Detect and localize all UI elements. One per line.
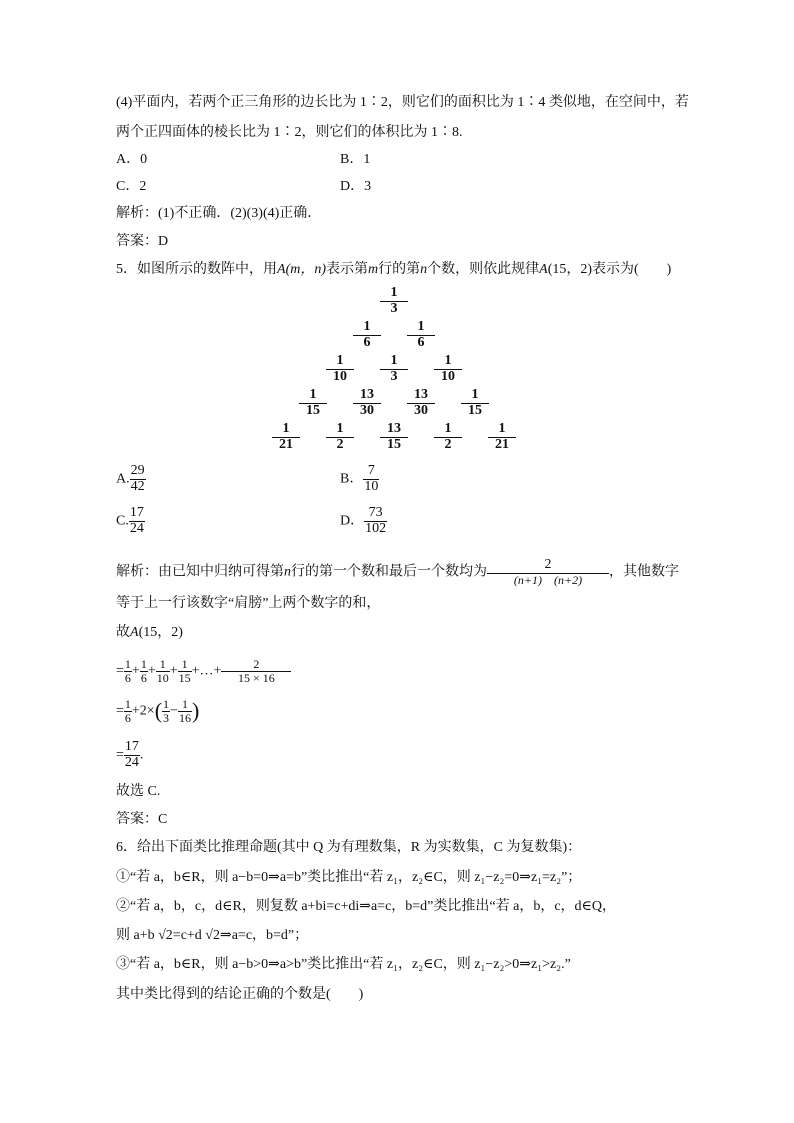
q5-option-c: C. $\frac{17}{24}$ — [116, 505, 144, 536]
triangle-entry: $\frac{13}{30}$ — [407, 388, 435, 418]
triangle-entry: $\frac{1}{21}$ — [272, 422, 300, 452]
triangle-entry: $\frac{1}{2}$ — [434, 422, 462, 452]
q6-tail: 其中类比得到的结论正确的个数是( ) — [116, 987, 364, 1002]
q5-choose: 故选 C. — [116, 784, 161, 799]
q5-equation-1: = $\frac{1}{6}$ + $\frac{1}{6}$ + $\frac{1}{10}$ + $\frac{1}{15}$ +…+ $\frac{2}{15 \times 16}$ — [116, 658, 291, 684]
q6-stem: 6．给出下面类比推理命题(其中 Q 为有理数集，R 为实数集，C 为复数集)： — [116, 840, 582, 855]
q4-option-a: A．0 — [116, 152, 148, 167]
q5-equation-2: = $\frac{1}{6}$ +2×( $\frac{1}{3}$ − $\frac{1}{16}$ ) — [116, 697, 200, 725]
q5-solution-line-2: 等于上一行该数字“肩膀”上两个数字的和， — [116, 596, 381, 611]
number-triangle — [0, 0, 794, 470]
triangle-entry: $\frac{1}{21}$ — [488, 422, 516, 452]
triangle-entry: $\frac{1}{10}$ — [434, 354, 462, 384]
q5-option-b: B． $\frac{7}{10}$ — [340, 463, 379, 494]
q4-answer: 答案：D — [116, 234, 169, 249]
q4-line-2: 两个正四面体的棱长比为 1∶2，则它们的体积比为 1∶8. — [116, 125, 463, 140]
q5-option-a: A. $\frac{29}{42}$ — [116, 463, 145, 494]
q4-option-c: C．2 — [116, 179, 147, 194]
triangle-entry: $\frac{1}{6}$ — [407, 320, 435, 350]
q5-solution-line-3: 故A(15，2) — [116, 625, 183, 640]
q6-item-3: ③“若 a，b∈R，则 a−b>0⇒a>b”类比推出“若 z₁，z₂∈C，则 z₁−z₂>0⇒z₁>z₂.” — [116, 957, 571, 972]
triangle-entry: $\frac{1}{3}$ — [380, 286, 408, 316]
q5-option-d: D． $\frac{73}{102}$ — [340, 505, 387, 536]
q4-option-b: B．1 — [340, 152, 371, 167]
triangle-entry: $\frac{1}{3}$ — [380, 354, 408, 384]
triangle-entry: $\frac{1}{2}$ — [326, 422, 354, 452]
q5-solution-line-1: 解析：由已知中归纳可得第n行的第一个数和最后一个数均为 $\frac{2}{(n+1) (n+2)}$ ，其他数字 — [116, 557, 679, 587]
triangle-entry: $\frac{1}{10}$ — [326, 354, 354, 384]
q6-item-2a: ②“若 a，b，c，d∈R，则复数 a+bi=c+di⇒a=c，b=d”类比推出“若 a，b，c，d∈Q， — [116, 899, 617, 914]
triangle-entry: $\frac{1}{6}$ — [353, 320, 381, 350]
q4-line-1: (4)平面内，若两个正三角形的边长比为 1∶2，则它们的面积比为 1∶4 类似地，在空间中，若 — [116, 95, 689, 110]
q5-answer: 答案：C — [116, 812, 168, 827]
triangle-entry: $\frac{1}{15}$ — [461, 388, 489, 418]
q5-stem: 5．如图所示的数阵中，用A(m，n)表示第m行的第n个数，则依此规律A(15，2)表示为( ) — [116, 262, 672, 277]
triangle-entry: $\frac{1}{15}$ — [299, 388, 327, 418]
q6-item-2b: 则 a+b √2=c+d √2⇒a=c，b=d”； — [116, 928, 309, 943]
triangle-entry: $\frac{13}{15}$ — [380, 422, 408, 452]
q4-option-d: D．3 — [340, 179, 372, 194]
q6-item-1: ①“若 a，b∈R，则 a−b=0⇒a=b”类比推出“若 z₁，z₂∈C，则 z₁−z₂=0⇒z₁=z₂”； — [116, 870, 582, 885]
q4-analysis: 解析：(1)不正确．(2)(3)(4)正确． — [116, 206, 322, 221]
triangle-entry: $\frac{13}{30}$ — [353, 388, 381, 418]
q5-equation-3: = $\frac{17}{24}$ . — [116, 739, 144, 770]
